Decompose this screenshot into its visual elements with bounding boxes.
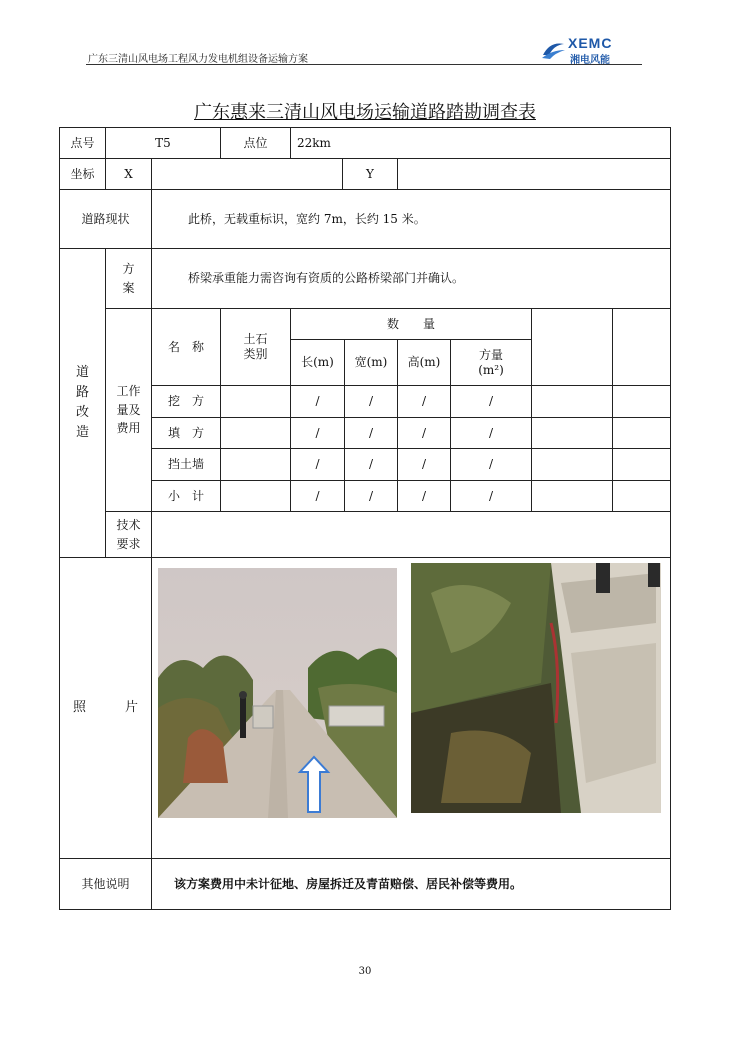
row-soil: [220, 448, 291, 481]
row-length: /: [290, 448, 345, 481]
row-width: /: [344, 448, 398, 481]
col-width-header: 宽(m): [344, 339, 398, 386]
point-no-label: 点号: [59, 127, 106, 159]
plan-text: 桥梁承重能力需咨询有资质的公路桥梁部门并确认。: [151, 248, 671, 309]
row-extra-1: [531, 448, 613, 481]
logo-brand-text: XEMC: [568, 35, 613, 51]
row-height: /: [397, 480, 451, 512]
xemc-logo: [540, 36, 638, 64]
y-label: Y: [342, 158, 398, 190]
row-height: /: [397, 448, 451, 481]
road-bridge-photo: [158, 568, 397, 818]
row-length: /: [290, 480, 345, 512]
row-height: /: [397, 385, 451, 418]
row-extra-1: [531, 417, 613, 449]
row-length: /: [290, 417, 345, 449]
row-width: /: [344, 385, 398, 418]
position-value: 22km: [290, 127, 671, 159]
extra-col-2: [612, 308, 671, 386]
row-extra-2: [612, 448, 671, 481]
document-header-title: 广东三清山风电场工程风力发电机组设备运输方案: [88, 54, 308, 65]
row-soil: [220, 417, 291, 449]
logo-swirl-icon: [540, 38, 566, 62]
header-divider: [86, 64, 642, 65]
col-volume-header: 方量 (m²): [450, 339, 532, 386]
extra-col-1: [531, 308, 613, 386]
work-cost-label: 工作 量及 费用: [105, 308, 152, 512]
tech-requirements-label: 技术 要求: [105, 511, 152, 558]
col-length-header: 长(m): [290, 339, 345, 386]
row-extra-1: [531, 385, 613, 418]
row-volume: /: [450, 385, 532, 418]
row-volume: /: [450, 480, 532, 512]
row-soil: [220, 480, 291, 512]
position-label: 点位: [220, 127, 291, 159]
row-extra-2: [612, 417, 671, 449]
photos-label: 照 片: [59, 557, 152, 859]
point-no-value: T5: [105, 127, 221, 159]
col-name-header: 名 称: [151, 308, 221, 386]
page-number: 30: [358, 966, 372, 977]
row-volume: /: [450, 448, 532, 481]
row-volume: /: [450, 417, 532, 449]
row-name: 填 方: [151, 417, 221, 449]
road-status-label: 道路现状: [59, 189, 152, 249]
road-status-text: 此桥，无载重标识，宽约 7m，长约 15 米。: [151, 189, 671, 249]
row-height: /: [397, 417, 451, 449]
x-label: X: [105, 158, 152, 190]
page-title: 广东惠来三清山风电场运输道路踏勘调查表: [194, 102, 536, 123]
col-quantity-header: 数 量: [290, 308, 532, 340]
row-length: /: [290, 385, 345, 418]
col-height-header: 高(m): [397, 339, 451, 386]
row-extra-2: [612, 385, 671, 418]
x-value: [151, 158, 343, 190]
notes-text: 该方案费用中未计征地、房屋拆迁及青苗赔偿、居民补偿等费用。: [151, 858, 671, 910]
col-soil-header: 土石 类别: [220, 308, 291, 386]
row-width: /: [344, 480, 398, 512]
tech-requirements-text: [151, 511, 671, 558]
row-name: 挖 方: [151, 385, 221, 418]
logo-chinese-text: 湘电风能: [570, 55, 610, 66]
row-extra-2: [612, 480, 671, 512]
bridge-side-photo: [411, 563, 661, 813]
row-soil: [220, 385, 291, 418]
row-name: 小 计: [151, 480, 221, 512]
row-name: 挡土墙: [151, 448, 221, 481]
notes-label: 其他说明: [59, 858, 152, 910]
plan-label: 方 案: [105, 248, 152, 309]
row-width: /: [344, 417, 398, 449]
coordinate-label: 坐标: [59, 158, 106, 190]
y-value: [397, 158, 671, 190]
road-modification-label: 道 路 改 造: [59, 248, 106, 558]
row-extra-1: [531, 480, 613, 512]
